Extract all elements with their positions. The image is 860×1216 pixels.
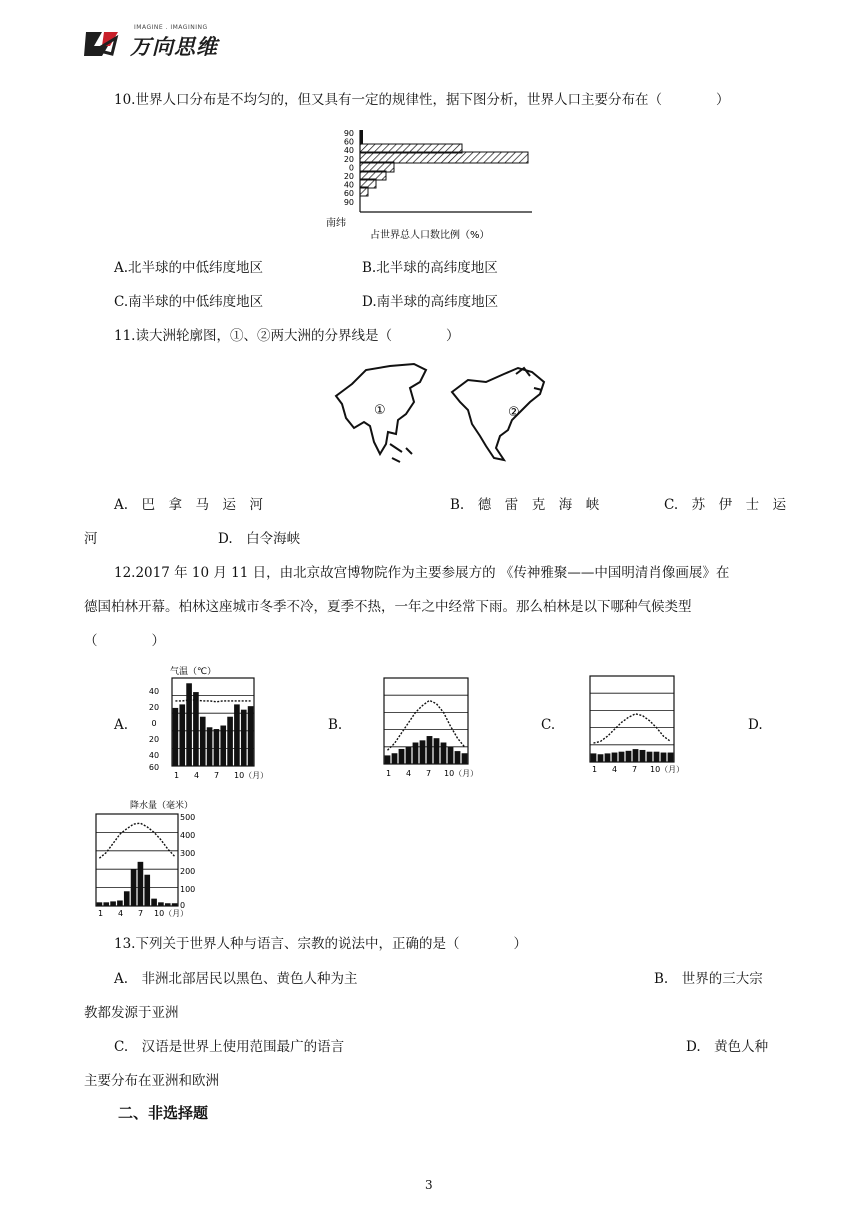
precip-bar <box>207 727 213 766</box>
precip-bar <box>626 751 632 762</box>
chart-b-xtick: 10（月） <box>444 769 479 778</box>
chart-a-ytick: 40 <box>148 751 160 760</box>
chart-d-ytick: 100 <box>180 885 196 894</box>
precip-bar <box>406 747 412 764</box>
chart-d-ytick: 0 <box>180 901 186 910</box>
precip-bar <box>103 902 109 906</box>
precip-bar <box>214 729 220 766</box>
logo-name: 万向思维 <box>130 35 218 59</box>
precip-bar <box>661 753 667 762</box>
precip-bar <box>234 704 240 766</box>
q13-option-a[interactable]: A. 非洲北部居民以黑色、黄色人种为主 <box>114 971 358 987</box>
precip-bar <box>633 749 639 762</box>
precip-bar <box>186 683 192 766</box>
precip-bar <box>647 752 653 762</box>
precip-bar <box>173 708 179 766</box>
chart-c-xtick: 1 <box>592 765 598 774</box>
precip-bar <box>97 902 103 906</box>
precip-bar <box>413 743 419 765</box>
precip-bar <box>151 899 157 906</box>
north-america-outline-map <box>446 364 556 468</box>
temperature-line <box>594 714 671 743</box>
precip-bar <box>220 726 226 766</box>
precip-bar <box>591 753 597 762</box>
chart-b-xtick: 7 <box>426 769 432 778</box>
q12-option-a-label[interactable]: A. <box>114 717 129 733</box>
q12-option-d-label[interactable]: D. <box>748 717 763 733</box>
precip-bar <box>124 891 130 906</box>
precip-bar <box>441 743 447 765</box>
climate-chart-b <box>382 676 492 780</box>
q13-option-d-cont: 主要分布在亚洲和欧洲 <box>84 1073 219 1089</box>
chart-frame <box>384 678 468 764</box>
precip-bar <box>158 902 164 906</box>
q12-option-b-label[interactable]: B. <box>328 717 343 733</box>
precip-bar <box>131 869 137 906</box>
chart-a-ytick: 40 <box>148 687 160 696</box>
precip-bar <box>668 753 674 762</box>
chart-d-ytick: 200 <box>180 867 196 876</box>
q10-lat-tick: 40 <box>343 146 354 156</box>
precip-bar <box>420 740 426 764</box>
chart-d-xtick: 1 <box>98 909 104 918</box>
q12-line3: （ ） <box>84 633 165 649</box>
precip-bar <box>640 750 646 762</box>
chart-b-xtick: 4 <box>406 769 412 778</box>
chart-d-xtick: 10（月） <box>154 909 189 918</box>
precip-bar <box>448 747 454 764</box>
q10-option-c[interactable]: C.南半球的中低纬度地区 <box>114 294 264 310</box>
map-label-2: ② <box>508 405 520 420</box>
chart-c-xtick: 10（月） <box>650 765 685 774</box>
asia-outline-map <box>330 362 440 468</box>
chart-a-ytick: 60 <box>148 763 160 772</box>
chart-a-title: 气温（℃） <box>170 667 217 677</box>
section-heading: 二、非选择题 <box>118 1104 209 1122</box>
precip-bar <box>193 692 199 766</box>
chart-a-xtick: 4 <box>194 771 200 780</box>
chart-a-ytick: 20 <box>148 735 160 744</box>
q10-lat-tick: 20 <box>343 172 354 181</box>
temperature-line <box>99 823 174 858</box>
q13-option-b[interactable]: B. 世界的三大宗 <box>654 971 763 987</box>
precip-bar <box>165 903 171 906</box>
q10-lat-tick: 60 <box>343 189 354 199</box>
q13-stem: 13.下列关于世界人种与语言、宗教的说法中，正确的是（ ） <box>114 936 527 952</box>
chart-a-y-ticks <box>149 687 159 772</box>
logo-mark-icon <box>82 28 122 58</box>
q10-xlabel: 占世界总人口数比例（%） <box>370 230 490 241</box>
precip-bar <box>248 706 254 766</box>
precip-bar <box>227 717 233 766</box>
chart-d-ytick: 400 <box>180 831 196 840</box>
precip-bar <box>200 717 206 766</box>
chart-a-xtick: 7 <box>214 771 220 780</box>
brand-logo <box>82 24 262 60</box>
q11-option-d[interactable]: D. 白令海峡 <box>218 531 301 547</box>
precip-bar <box>144 875 150 906</box>
precip-bar <box>138 862 144 906</box>
logo-tagline: IMAGINE . IMAGINING <box>134 24 208 31</box>
precip-bar <box>619 752 625 762</box>
q10-option-a[interactable]: A.北半球的中低纬度地区 <box>114 260 264 276</box>
precip-bar <box>179 704 185 766</box>
chart-d-title: 降水量（毫米） <box>130 801 194 811</box>
q11-option-c-cont: 河 <box>84 531 98 547</box>
q10-bar-40-60 <box>360 187 368 196</box>
precip-bar <box>385 755 391 764</box>
q10-ylabel: 南纬 <box>326 218 346 229</box>
precip-bar <box>427 736 433 764</box>
chart-d-y-ticks <box>180 813 195 910</box>
q13-option-c[interactable]: C. 汉语是世界上使用范围最广的语言 <box>114 1039 345 1055</box>
chart-a-ytick: 0 <box>151 719 157 728</box>
page-number: 3 <box>425 1178 433 1192</box>
precip-bar <box>392 753 398 764</box>
q11-stem: 11.读大洲轮廓图，①、②两大洲的分界线是（ ） <box>114 328 460 344</box>
q10-option-b[interactable]: B.北半球的高纬度地区 <box>362 260 498 276</box>
climate-chart-a <box>146 664 276 782</box>
q10-lat-tick: 90 <box>343 197 354 207</box>
q10-lat-tick: 20 <box>343 154 354 164</box>
climate-chart-c <box>588 674 698 774</box>
q12-line1: 12.2017 年 10 月 11 日，由北京故宫博物院作为主要参展方的 《传神雅聚——中国明清肖像画展》在 <box>114 565 730 581</box>
q12-option-c-label[interactable]: C. <box>541 717 556 733</box>
chart-frame <box>96 814 178 906</box>
climate-chart-d <box>92 798 222 920</box>
precip-bar <box>172 903 178 906</box>
precip-bar <box>241 710 247 766</box>
temperature-line <box>388 700 465 750</box>
chart-a-ytick: 20 <box>148 703 160 712</box>
q13-option-d[interactable]: D. 黄色人种 <box>686 1039 769 1055</box>
q11-option-c[interactable]: C. 苏 伊 士 运 <box>664 497 787 513</box>
precip-bar <box>110 901 116 906</box>
q11-option-a[interactable]: A. 巴 拿 马 运 河 <box>114 497 264 513</box>
chart-d-xtick: 7 <box>138 909 144 918</box>
precip-bar <box>117 900 123 906</box>
chart-d-ytick: 500 <box>180 813 196 822</box>
chart-c-xtick: 4 <box>612 765 618 774</box>
precip-bar <box>399 749 405 764</box>
precip-bar <box>605 753 611 762</box>
chart-frame <box>590 676 674 762</box>
q10-bar-40-20 <box>360 152 528 163</box>
precip-bar <box>455 751 461 764</box>
q10-stem: 10.世界人口分布是不均匀的，但又具有一定的规律性，据下图分析，世界人口主要分布在（ ） <box>114 92 730 108</box>
chart-c-xtick: 7 <box>632 765 638 774</box>
q10-bar-90-60 <box>360 130 363 144</box>
q10-lat-tick: 60 <box>343 137 354 147</box>
precip-bar <box>612 753 618 762</box>
map-label-1: ① <box>374 403 386 418</box>
q10-lat-tick: 90 <box>343 129 354 138</box>
q13-option-b-cont: 教都发源于亚洲 <box>84 1005 179 1021</box>
q10-lat-tick: 40 <box>343 180 354 190</box>
chart-b-xtick: 1 <box>386 769 392 778</box>
q10-lat-tick: 0 <box>348 163 354 173</box>
precip-bar <box>462 753 468 764</box>
q10-option-d[interactable]: D.南半球的高纬度地区 <box>362 294 499 310</box>
precip-bar <box>654 752 660 762</box>
chart-d-ytick: 300 <box>180 849 196 858</box>
q12-line2: 德国柏林开幕。柏林这座城市冬季不冷，夏季不热，一年之中经常下雨。那么柏林是以下哪种气候类型 <box>84 599 692 615</box>
q11-option-b[interactable]: B. 德 雷 克 海 峡 <box>450 497 600 513</box>
q10-population-latitude-chart <box>320 128 540 242</box>
precip-bar <box>434 738 440 764</box>
chart-a-xtick: 10（月） <box>234 771 269 780</box>
precip-bar <box>598 754 604 762</box>
chart-a-xtick: 1 <box>174 771 180 780</box>
chart-d-xtick: 4 <box>118 909 124 918</box>
